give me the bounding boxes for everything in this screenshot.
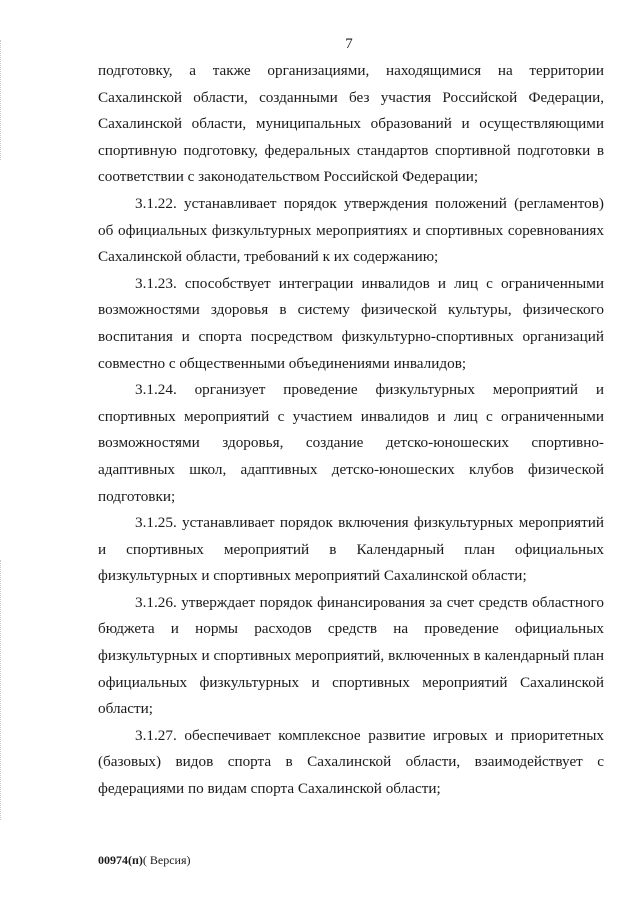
scan-edge-mark (0, 40, 23, 160)
document-code: 00974(п) (98, 853, 143, 867)
paragraph-3-1-22: 3.1.22. устанавливает порядок утверждения положений (регламентов) об официальных физкультурных мероприятиях и спортивных соревнованиях Сахалинской области, требований к их содержанию; (98, 194, 604, 266)
paragraph-3-1-27: 3.1.27. обеспечивает комплексное развитие игровых и приоритетных (базовых) видов спорта в Сахалинской области, взаимодействует с федерациями по видам спорта Сахалинской области; (98, 726, 604, 798)
document-body (98, 58, 604, 803)
paragraph-3-1-25: 3.1.25. устанавливает порядок включения физкультурных мероприятий и спортивных мероприятий в Календарный план официальных физкультурных и спортивных мероприятий Сахалинской области; (98, 514, 604, 585)
document-footer (98, 853, 191, 868)
paragraph-continuation: подготовку, а также организациями, находящимися на территории Сахалинской области, созданными без участия Российской Федерации, Сахалинской области, муниципальных образований и осуществляющими спортивную подготовку, федеральных стандартов спортивной подготовки в соответствии с законодательством Российской Федерации; (98, 62, 604, 186)
paragraph-3-1-24: 3.1.24. организует проведение физкультурных мероприятий и спортивных мероприятий с участием инвалидов и лиц с ограниченными возможностями здоровья, создание детско-юношеских спортивно-адаптивных школ, адаптивных детско-юношеских клубов физической подготовки; (98, 381, 604, 505)
scan-edge-mark (0, 560, 23, 820)
paragraph-3-1-23: 3.1.23. способствует интеграции инвалидов и лиц с ограниченными возможностями здоровья в систему физической культуры, физического воспитания и спорта посредством физкультурно-спортивных организаций совместно с общественными объединениями инвалидов; (98, 274, 604, 372)
paragraph-3-1-26: 3.1.26. утверждает порядок финансирования за счет средств областного бюджета и нормы расходов средств на проведение официальных физкультурных и спортивных мероприятий, включенных в календарный план официальных физкультурных и спортивных мероприятий Сахалинской области; (98, 593, 604, 718)
page-number: 7 (345, 36, 353, 52)
document-version: ( Версия) (142, 853, 191, 867)
